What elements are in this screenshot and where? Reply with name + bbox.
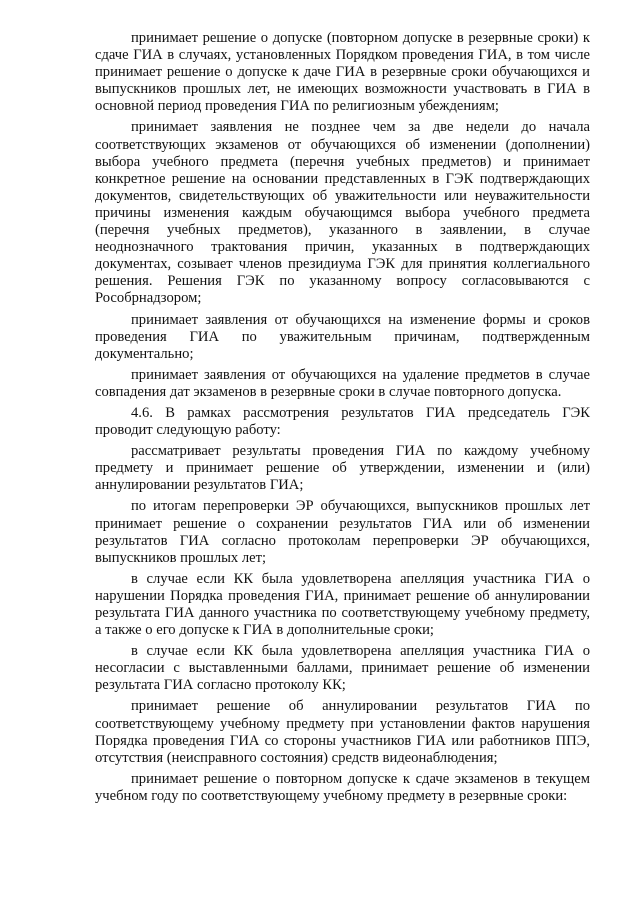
section-heading-4-6: 4.6. В рамках рассмотрения результатов ГИА председатель ГЭК проводит следующую работу:	[95, 404, 590, 439]
paragraph-admission-decision: принимает решение о допуске (повторном допуске в резервные сроки) к сдаче ГИА в случаях, установленных Порядком проведения ГИА, в том числе принимает решение о допуске к даче ГИА в резервные сроки обучающихся и выпускников прошлых лет, не имеющих возможности участвовать в ГИА в основной период проведения ГИА по религиозным убеждениям;	[95, 30, 590, 115]
paragraph-subject-change-applications: принимает заявления не позднее чем за две недели до начала соответствующих экзаменов от обучающихся об изменении (дополнении) выбора учебного предмета (перечня учебных предметов) и принимает конкретное решение на основании представленных в ГЭК подтверждающих документов, свидетельствующих об уважительности или неуважительности причины изменения каждым обучающимся выбора учебного предмета (перечня учебных предметов), указанного в заявлении, в случае неоднозначного трактования причин, указанных в подтверждающих документах, созывает членов президиума ГЭК для принятия коллегиального решения. Решения ГЭК по указанному вопросу согласовываются с Рособрнадзором;	[95, 119, 590, 307]
paragraph-form-change-applications: принимает заявления от обучающихся на изменение формы и сроков проведения ГИА по уважительным причинам, подтвержденным документально;	[95, 311, 590, 362]
paragraph-recheck-results: по итогам перепроверки ЭР обучающихся, выпускников прошлых лет принимает решение о сохранении результатов ГИА или об изменении результатов ГИА согласно протоколам перепроверки ЭР обучающихся, выпускников прошлых лет;	[95, 498, 590, 566]
paragraph-repeat-admission: принимает решение о повторном допуске к сдаче экзаменов в текущем учебном году по соответствующему учебному предмету в резервные сроки:	[95, 770, 590, 804]
paragraph-appeal-violation: в случае если КК была удовлетворена апелляция участника ГИА о нарушении Порядка проведения ГИА, принимает решение об аннулировании результата ГИА данного участника по соответствующему учебному предмету, а также о его допуске к ГИА в дополнительные сроки;	[95, 570, 590, 639]
paragraph-annulment-violations: принимает решение об аннулировании результатов ГИА по соответствующему учебному предмету при установлении фактов нарушения Порядка проведения ГИА со стороны участников ГИА или работников ППЭ, отсутствия (неисправного состояния) средств видеонаблюдения;	[95, 698, 590, 766]
paragraph-review-results: рассматривает результаты проведения ГИА по каждому учебному предмету и принимает решение об утверждении, изменении и (или) аннулировании результатов ГИА;	[95, 443, 590, 494]
paragraph-subject-removal-applications: принимает заявления от обучающихся на удаление предметов в случае совпадения дат экзаменов в резервные сроки в случае повторного допуска.	[95, 366, 590, 400]
document-page	[95, 30, 590, 805]
paragraph-appeal-scores: в случае если КК была удовлетворена апелляция участника ГИА о несогласии с выставленными баллами, принимает решение об изменении результата ГИА согласно протоколу КК;	[95, 643, 590, 694]
